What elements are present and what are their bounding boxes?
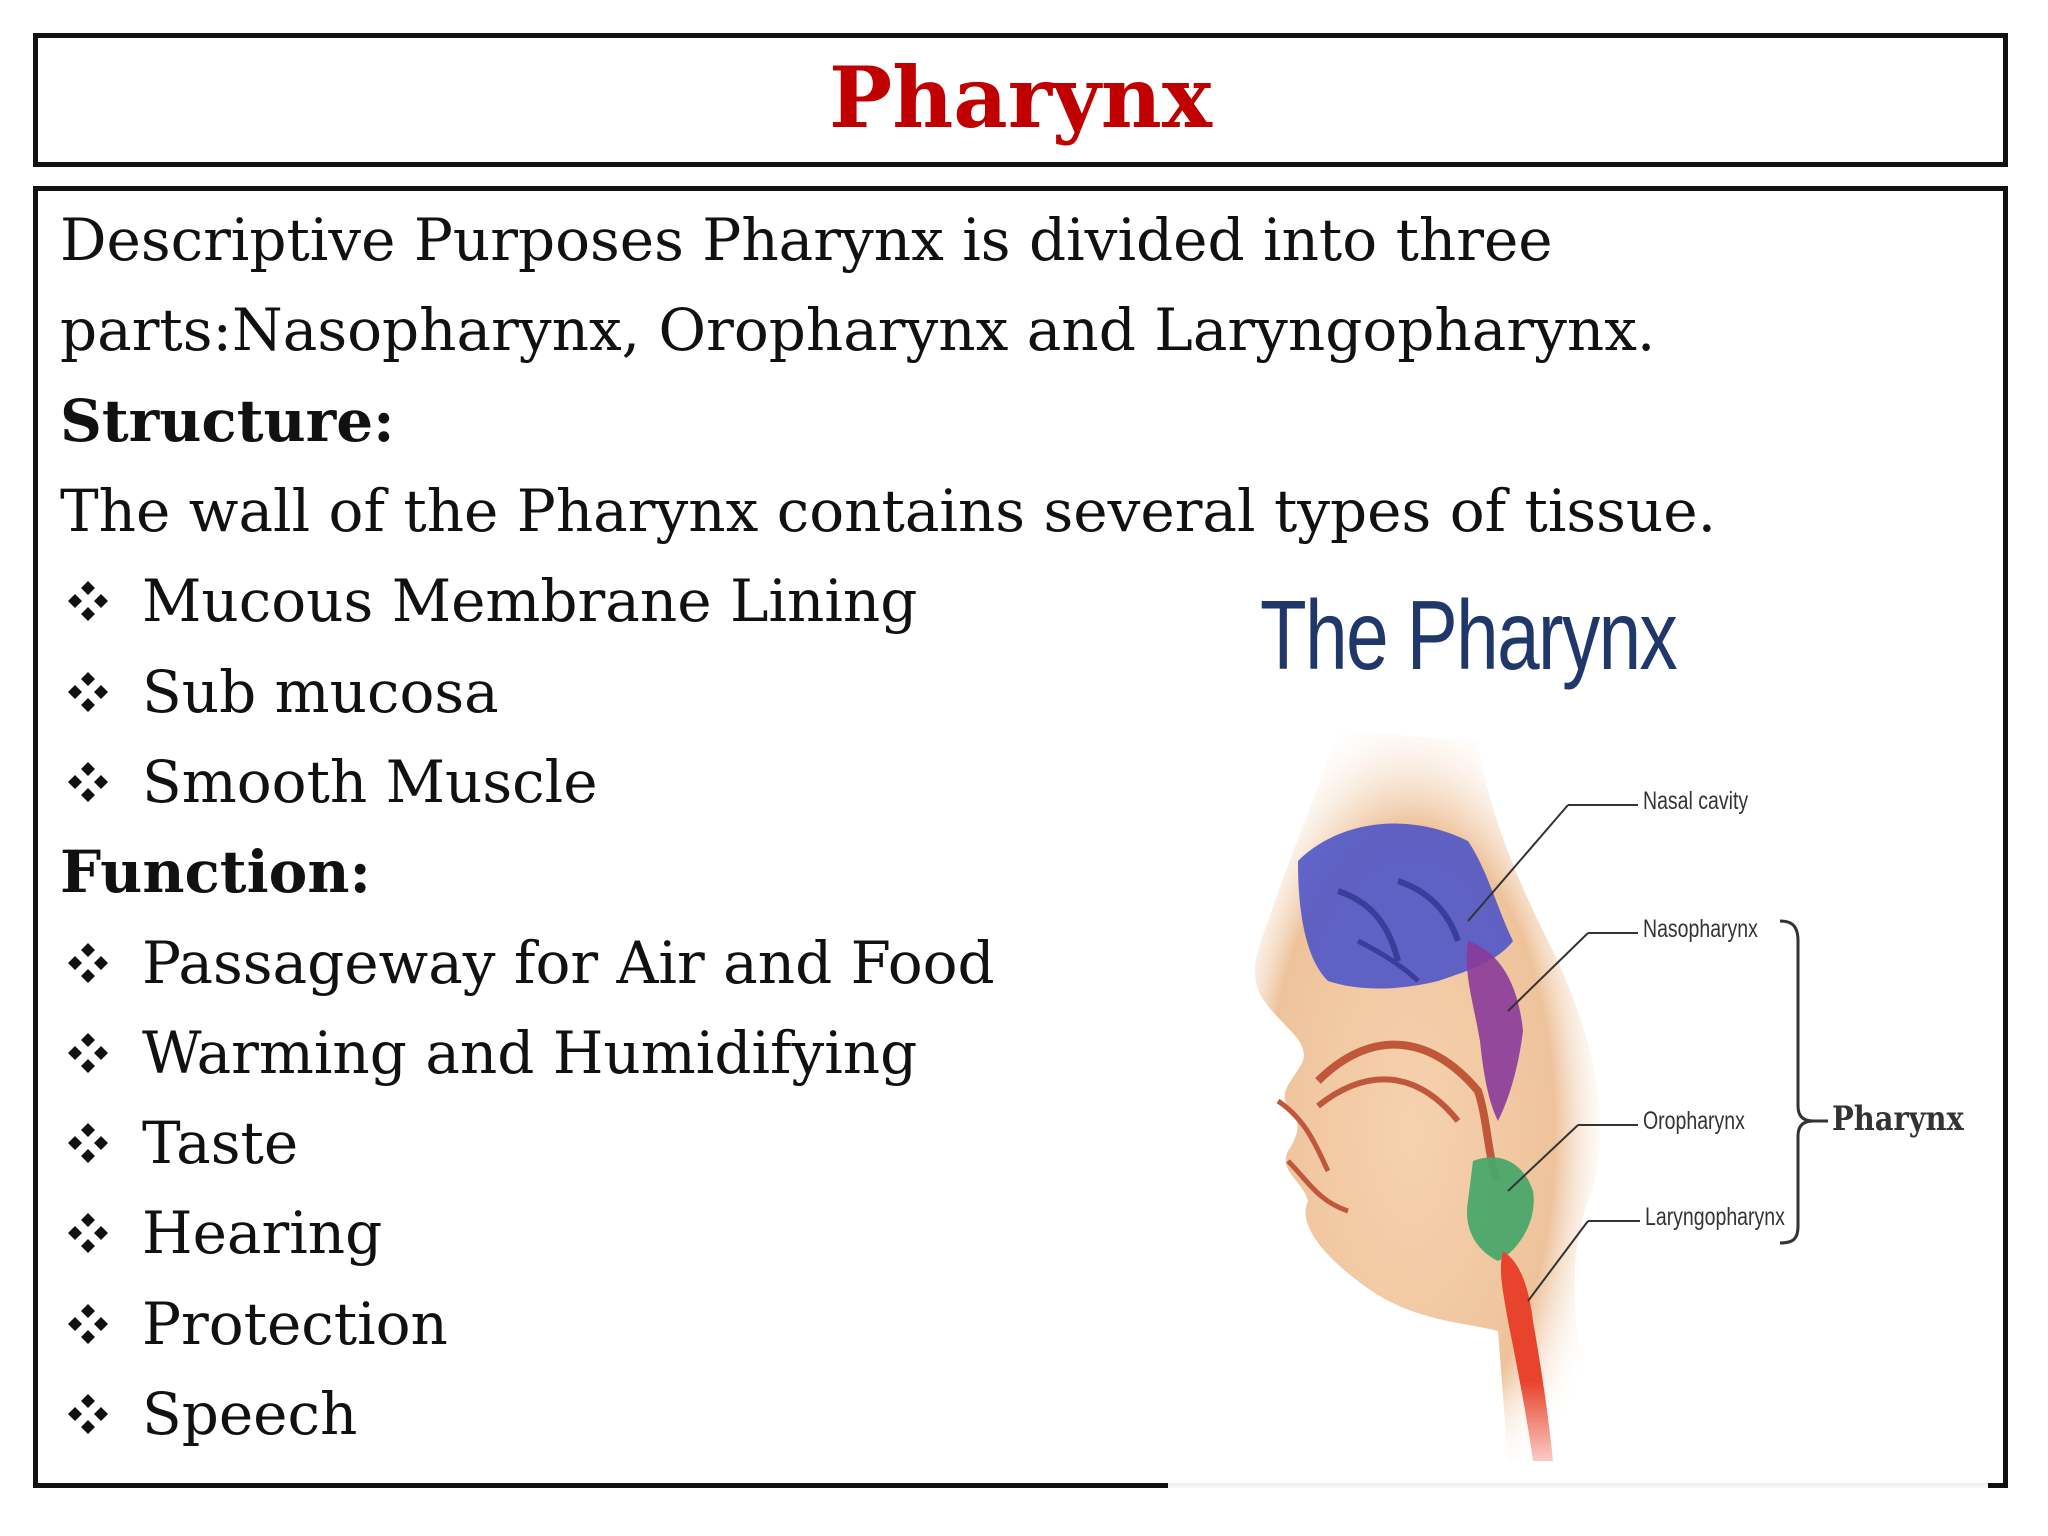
four-diamond-bullet-icon [64, 1390, 112, 1438]
function-item-text: Taste [142, 1109, 299, 1178]
four-diamond-bullet-icon [64, 758, 112, 806]
four-diamond-bullet-icon [64, 577, 112, 625]
structure-heading: Structure: [60, 386, 395, 455]
label-nasopharynx: Nasopharynx [1643, 915, 1758, 943]
pharynx-diagram [1168, 561, 1988, 1491]
structure-text: The wall of the Pharynx contains several types of tissue. [60, 476, 1717, 545]
function-item-text: Warming and Humidifying [142, 1018, 918, 1087]
label-laryngopharynx: Laryngopharynx [1645, 1203, 1785, 1231]
function-item-text: Speech [142, 1380, 358, 1448]
function-item-text: Protection [142, 1289, 448, 1358]
page-title: Pharynx [829, 48, 1212, 147]
structure-item-text: Smooth Muscle [142, 747, 598, 816]
intro-line-1: Descriptive Purposes Pharynx is divided into three [60, 206, 1553, 274]
label-oropharynx: Oropharynx [1643, 1107, 1745, 1135]
structure-item-text: Sub mucosa [142, 657, 499, 726]
four-diamond-bullet-icon [64, 1119, 112, 1167]
intro-line-2: parts:Nasopharynx, Oropharynx and Laryngopharynx. [60, 296, 1656, 365]
four-diamond-bullet-icon [64, 1209, 112, 1257]
function-item-text: Hearing [142, 1199, 383, 1268]
four-diamond-bullet-icon [64, 668, 112, 716]
four-diamond-bullet-icon [64, 1300, 112, 1348]
four-diamond-bullet-icon [64, 1029, 112, 1077]
label-nasal-cavity: Nasal cavity [1643, 787, 1749, 815]
function-item-text: Passageway for Air and Food [142, 928, 995, 997]
four-diamond-bullet-icon [64, 939, 112, 987]
function-heading: Function: [60, 838, 371, 907]
structure-item-text: Mucous Membrane Lining [142, 567, 918, 636]
title-box [33, 33, 2008, 167]
content-box [33, 186, 2008, 1488]
label-pharynx: Pharynx [1832, 1099, 1964, 1139]
diagram-title: The Pharynx [1260, 580, 1677, 690]
head-illustration [1168, 561, 1988, 1491]
pharynx-bracket [1780, 921, 1813, 1243]
